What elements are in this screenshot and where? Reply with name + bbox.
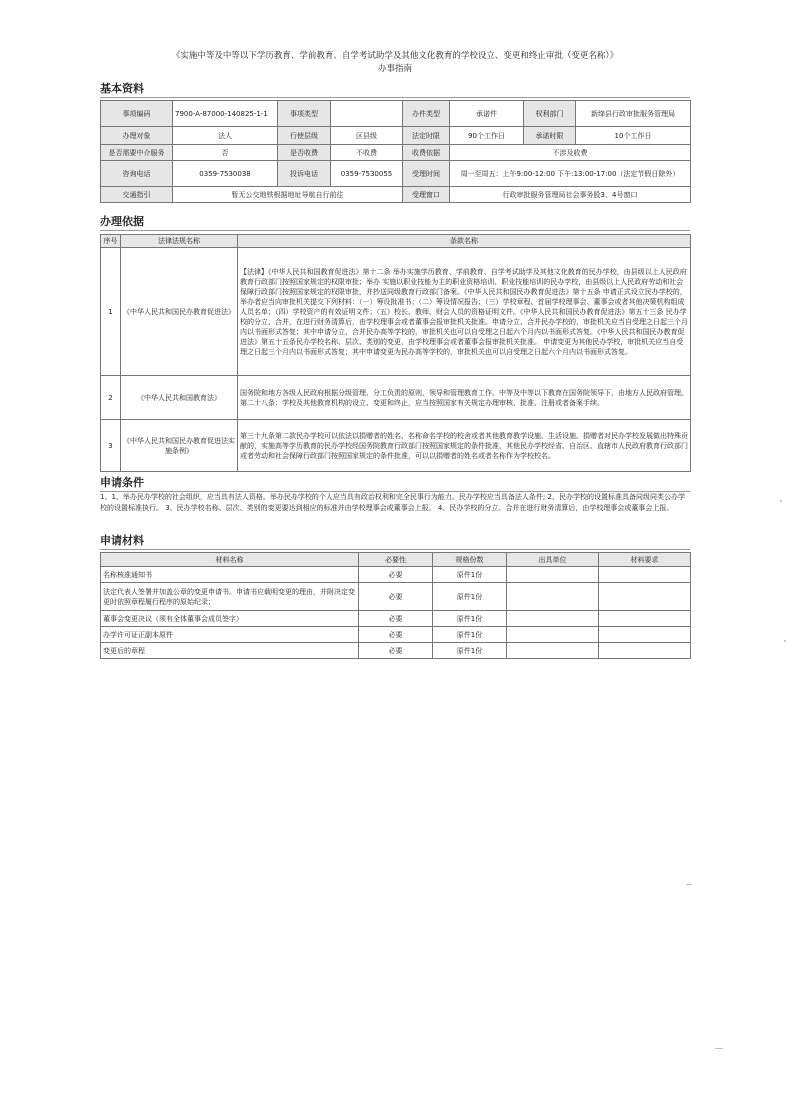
table-cell: 90个工作日 (450, 127, 524, 145)
document-title (100, 50, 690, 76)
table-cell: 事项类型 (278, 101, 331, 127)
row-number: 2 (101, 376, 121, 420)
clause-text: 【法律】《中华人民共和国教育促进法》第十二条 举办实施学历教育、学前教育、自学考试助学及其他文化教育的民办学校，由县级以上人民政府教育行政部门按照国家规定的权限审批；举办 实施以职业技能为主的职业资格培训、职业技能培训的民办学校，由县级以上人民政府劳动和社会保障行政部门按照国家规定的权限审批，并抄送同级教育行政部门备案。《中华人民共和国民办教育促进法》第十五条 申请正式设立民办学校的，举办者应当向审批机关提交下列材料：（一）筹设批准书；（二）筹设情况报告；（三）学校章程、首届学校理事会、董事会或者其他决策机构组成人员名单；（四）学校资产的有效证明文件；（五）校长、教师、财会人员的资格证明文件。《中华人民共和国民办教育促进法》第五十三条 民办学校的分立、合并，在进行财务清算后，由学校理事会或者董事会报审批机关批准。申请分立、合并民办学校的，审批机关应当自受理之日起三个月内以书面形式答复；其中申请分立、合并民办高等学校的，审批机关也可以自受理之日起六个月内以书面形式答复。《中华人民共和国民办教育促进法》第五十五条民办学校名称、层次、类别的变更，由学校理事会或者董事会报审批机关批准。 申请变更为其他民办学校，审批机关应当自受理之日起三个月内以书面形式答复；其中申请变更为民办高等学校的，审批机关也可以自受理之日起六个月内以书面形式答复。 (238, 248, 691, 376)
material-name: 名称核准通知书 (101, 567, 359, 583)
column-header: 规格份数 (433, 553, 507, 567)
material-necessity: 必要 (359, 611, 433, 627)
table-cell: 行政审批服务管理局社会事务股3、4号窗口 (450, 187, 691, 203)
material-name: 董事会变更决议（须有全体董事会成员签字） (101, 611, 359, 627)
table-cell: 是否需要中介服务 (101, 145, 173, 161)
table-cell: 权利部门 (524, 101, 576, 127)
table-row (101, 145, 691, 161)
table-cell: 区县级 (331, 127, 403, 145)
table-header-row (101, 553, 691, 567)
legal-basis-table (100, 234, 691, 472)
table-cell: 事项编码 (101, 101, 173, 127)
column-header: 材料名称 (101, 553, 359, 567)
material-copies: 原件1份 (433, 611, 507, 627)
table-cell: 周一至周五：上午9:00-12:00 下午:13:00-17:00（法定节假日除外） (450, 161, 691, 187)
material-necessity: 必要 (359, 567, 433, 583)
column-header: 序号 (101, 235, 121, 248)
materials-table (100, 552, 691, 659)
table-cell: 承诺件 (450, 101, 524, 127)
material-copies: 原件1份 (433, 583, 507, 611)
table-cell: 受理窗口 (403, 187, 450, 203)
material-name: 办学许可证正副本原件 (101, 627, 359, 643)
table-cell (331, 101, 403, 127)
material-issuer (507, 583, 599, 611)
table-row (101, 248, 691, 376)
table-row (101, 567, 691, 583)
material-requirement (599, 611, 691, 627)
table-row (101, 420, 691, 472)
table-cell: 是否收费 (278, 145, 331, 161)
table-cell: 暂无公交地铁根据地址导航自行前往 (173, 187, 403, 203)
column-header: 法律法规名称 (121, 235, 238, 248)
row-number: 1 (101, 248, 121, 376)
table-cell: 否 (173, 145, 278, 161)
material-requirement (599, 567, 691, 583)
clause-text: 国务院和地方各级人民政府根据分级管理、分工负责的原则，领导和管理教育工作。中等及中等以下教育在国务院领导下，由地方人民政府管理。第二十八条：学校及其他教育机构的设立、变更和终止，应当按照国家有关规定办理审核、批准、注册或者备案手续。 (238, 376, 691, 420)
material-issuer (507, 643, 599, 659)
material-issuer (507, 567, 599, 583)
table-row (101, 611, 691, 627)
table-row (101, 161, 691, 187)
title-line-2: 办事指南 (377, 64, 412, 74)
table-cell: 行使层级 (278, 127, 331, 145)
table-cell: 办件类型 (403, 101, 450, 127)
table-cell: 受理时间 (403, 161, 450, 187)
table-row (101, 187, 691, 203)
material-requirement (599, 627, 691, 643)
column-header: 条款名称 (238, 235, 691, 248)
table-header-row (101, 235, 691, 248)
material-copies: 原件1份 (433, 643, 507, 659)
table-cell: 法人 (173, 127, 278, 145)
scan-speck (686, 884, 692, 885)
table-cell: 投诉电话 (278, 161, 331, 187)
table-row (101, 127, 691, 145)
table-cell: 办理对象 (101, 127, 173, 145)
table-cell: 不涉及收费 (450, 145, 691, 161)
table-cell: 新绛县行政审批服务管理局 (576, 101, 691, 127)
material-name: 变更后的章程 (101, 643, 359, 659)
table-cell: 不收费 (331, 145, 403, 161)
material-issuer (507, 627, 599, 643)
section-heading-basis: 办理依据 (100, 213, 690, 231)
section-heading-basic: 基本资料 (100, 80, 690, 98)
section-heading-conditions: 申请条件 (100, 474, 690, 492)
material-requirement (599, 643, 691, 659)
material-requirement (599, 583, 691, 611)
table-row (101, 583, 691, 611)
section-heading-materials: 申请材料 (100, 532, 690, 550)
material-necessity: 必要 (359, 583, 433, 611)
scan-speck (715, 1048, 723, 1049)
table-cell: 法定时限 (403, 127, 450, 145)
column-header: 出具单位 (507, 553, 599, 567)
material-necessity: 必要 (359, 643, 433, 659)
material-copies: 原件1份 (433, 567, 507, 583)
table-row (101, 627, 691, 643)
law-name: 《中华人民共和国民办教育促进法实施条例》 (121, 420, 238, 472)
table-cell: 咨询电话 (101, 161, 173, 187)
conditions-text: 1、1、举办民办学校的社会组织，应当具有法人资格。举办民办学校的个人应当具有政治权利和完全民事行为能力。民办学校应当具备法人条件; 2、民办学校的设置标准具备同级同类公办学校的设置标准执行。 3、民办学校名称、层次、类别的变更要达到相应的标准并由学校理事会或董事会上报。 4、民办学校的分立、合并在进行财务清算后，由学校理事会或董事会上报。 (100, 493, 685, 512)
table-cell: 0359-7530038 (173, 161, 278, 187)
scan-speck (784, 640, 786, 642)
basic-info-table (100, 100, 691, 203)
table-cell: 交通指引 (101, 187, 173, 203)
table-row (101, 101, 691, 127)
table-cell: 承诺时限 (524, 127, 576, 145)
scan-speck (780, 500, 782, 502)
table-cell: 收费依据 (403, 145, 450, 161)
table-cell: 10个工作日 (576, 127, 691, 145)
column-header: 必要性 (359, 553, 433, 567)
table-row (101, 376, 691, 420)
table-cell: 7900-A-87000-140825-1-1 (173, 101, 278, 127)
column-header: 材料要求 (599, 553, 691, 567)
clause-text: 第三十九条第二款民办学校可以依法以捐赠者的姓名、名称命名学校的校舍或者其他教育教学设施、生活设施。捐赠者对民办学校发展做出特殊贡献的，实施高等学历教育的民办学校经国务院教育行政部门按照国家规定的条件批准，其他民办学校经省、自治区、直辖市人民政府教育行政部门或者劳动和社会保障行政部门按照国家规定的条件批准，可以以捐赠者的姓名或者名称作为学校校名。 (238, 420, 691, 472)
table-cell: 0359-7530055 (331, 161, 403, 187)
material-issuer (507, 611, 599, 627)
table-row (101, 643, 691, 659)
law-name: 《中华人民共和国民办教育促进法》 (121, 248, 238, 376)
material-copies: 原件1份 (433, 627, 507, 643)
law-name: 《中华人民共和国教育法》 (121, 376, 238, 420)
material-necessity: 必要 (359, 627, 433, 643)
title-line-1: 《实施中等及中等以下学历教育、学前教育、自学考试助学及其他文化教育的学校设立、变更和终止审批（变更名称）》 (171, 51, 619, 61)
material-name: 法定代表人签署并加盖公章的变更申请书。申请书应载明变更的理由，并附决定变更时依照章程履行程序的原始纪录； (101, 583, 359, 611)
row-number: 3 (101, 420, 121, 472)
